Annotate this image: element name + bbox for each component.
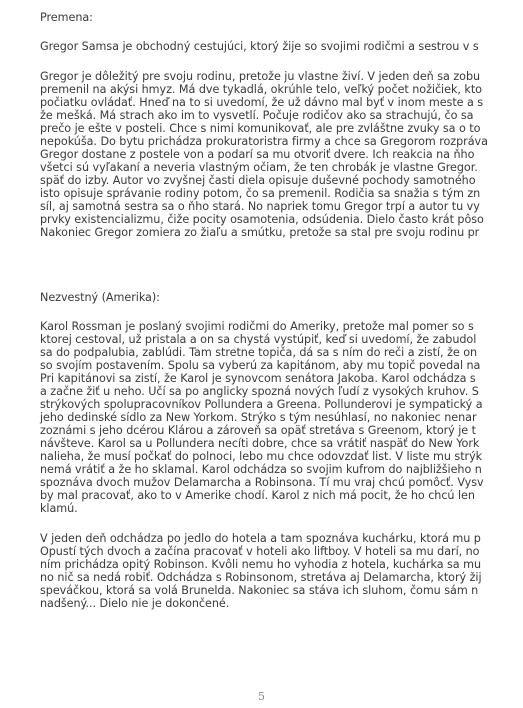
paragraph-line: nalieha, že musí počkať do polnoci, lebo mu chce odovzdať list. V liste mu strýk [40, 450, 483, 463]
paragraph-line: sa do podpalubia, zablúdi. Tam stretne topiča, dá sa s ním do reči a zistí, že on [40, 346, 478, 359]
section-heading-premena: Premena: [40, 11, 93, 24]
paragraph-line: Karol Rossman je poslaný svojimi rodičmi do Ameriky, pretože mal pomer so s [40, 320, 474, 333]
paragraph-line: zoznámi s jeho dcérou Klárou a zároveň sa opäť stretáva s Greenom, ktorý je t [40, 424, 476, 437]
paragraph-line: so svojím postavením. Spolu sa vyberú za kapitánom, aby mu topič povedal na [40, 359, 481, 372]
paragraph-line: ktorej cestoval, už pristala a on sa chystá vystúpiť, keď si uvedomí, že zabudol [40, 333, 477, 346]
paragraph-line: isto opisuje správanie rodiny potom, čo sa premenil. Rodičia sa snažia s tým zn [40, 187, 481, 200]
paragraph-line: späť do izby. Autor vo zvyšnej časti diela opisuje duševné pochody samotného [40, 174, 476, 187]
paragraph-line: prvky existencializmu, čiže pocity osamotenia, odsúdenia. Dielo často krát pôso [40, 213, 484, 226]
paragraph-line: jeho dedinské sídlo za New Yorkom. Strýko s tým nesúhlasí, no nakoniec nenar [40, 411, 477, 424]
paragraph-line: nemá vrátiť a že ho sklamal. Karol odchádza so svojim kufrom do najbližšieho n [40, 463, 482, 476]
paragraph-line: ním prichádza opitý Robinson. Kvôli nemu ho vyhodia z hotela, kuchárka sa mu [40, 558, 481, 571]
paragraph-line: prečo je ešte v posteli. Chce s nimi komunikovať, ale pre zvláštne zvuky sa o to [40, 122, 481, 135]
paragraph-line: počiatku ovládať. Hneď na to si uvedomí, že už dávno mal byť v inom meste a s [40, 96, 484, 109]
paragraph-line: no nič sa nedá robiť. Odchádza s Robinsonom, stretáva aj Delamarcha, ktorý žij [40, 571, 482, 584]
paragraph-line: a začne žiť u neho. Učí sa po anglicky spozná nových ľudí z vysokých kruhov. S [40, 385, 479, 398]
paragraph-line: premenil na akýsi hmyz. Má dve tykadlá, okrúhle telo, veľký počet nožičiek, kto [40, 83, 482, 96]
paragraph-line: V jeden deň odchádza po jedlo do hotela a tam spoznáva kuchárku, ktorá mu p [40, 532, 481, 545]
paragraph-line: speváčkou, ktorá sa volá Brunelda. Nakoniec sa stáva ich sluhom, čomu sám n [40, 584, 479, 597]
section-heading-nezvestny: Nezvestný (Amerika): [40, 291, 160, 304]
paragraph-line: návšteve. Karol sa u Pollundera necíti dobre, chce sa vrátiť naspäť do New York [40, 437, 480, 450]
paragraph-line: všetci sú vyľakaní a neveria vlastným očiam, že ten chrobák je vlastne Gregor. [40, 161, 478, 174]
paragraph-line: Nakoniec Gregor zomiera zo žiaľu a smútku, pretože sa stal pre svoju rodinu pr [40, 226, 480, 239]
paragraph-line: nadšený... Dielo nie je dokončené. [40, 597, 230, 610]
paragraph-line: spoznáva dvoch mužov Delamarcha a Robinsona. Tí mu vraj chcú pomôcť. Vysv [40, 476, 484, 489]
paragraph-line: že mešká. Má strach ako im to vysvetlí. Počuje rodičov ako sa strachujú, čo sa [40, 109, 474, 122]
paragraph-line: Gregor Samsa je obchodný cestujúci, ktorý žije so svojimi rodičmi a sestrou v s [40, 40, 479, 53]
paragraph-line: Pri kapitánovi sa zistí, že Karol je synovcom senátora Jakoba. Karol odchádza s [40, 372, 476, 385]
paragraph-line: by mal pracovať, ako to v Amerike chodí. Karol z nich má pocit, že ho chcú len [40, 489, 475, 502]
paragraph-line: strýkových spolupracovníkov Pollundera a Greena. Pollunderovi je sympatický a [40, 398, 483, 411]
paragraph-line: Gregor je dôležitý pre svoju rodinu, pretože ju vlastne živí. V jeden deň sa zobu [40, 70, 481, 83]
paragraph-line: klamú. [40, 502, 78, 515]
paragraph-line: nepokúša. Do bytu prichádza prokuratoristra firmy a chce sa Gregorom rozpráva [40, 135, 488, 148]
paragraph-line: Gregor dostane z postele von a podarí sa mu otvoriť dvere. Ich reakcia na ňho [40, 148, 475, 161]
page-number: 5 [258, 690, 265, 703]
paragraph-line: síl, aj samotná sestra sa o ňho stará. No napriek tomu Gregor trpí a autor tu vy [40, 200, 480, 213]
paragraph-line: Opustí tých dvoch a začína pracovať v hoteli ako liftboy. V hoteli sa mu darí, no [40, 545, 480, 558]
